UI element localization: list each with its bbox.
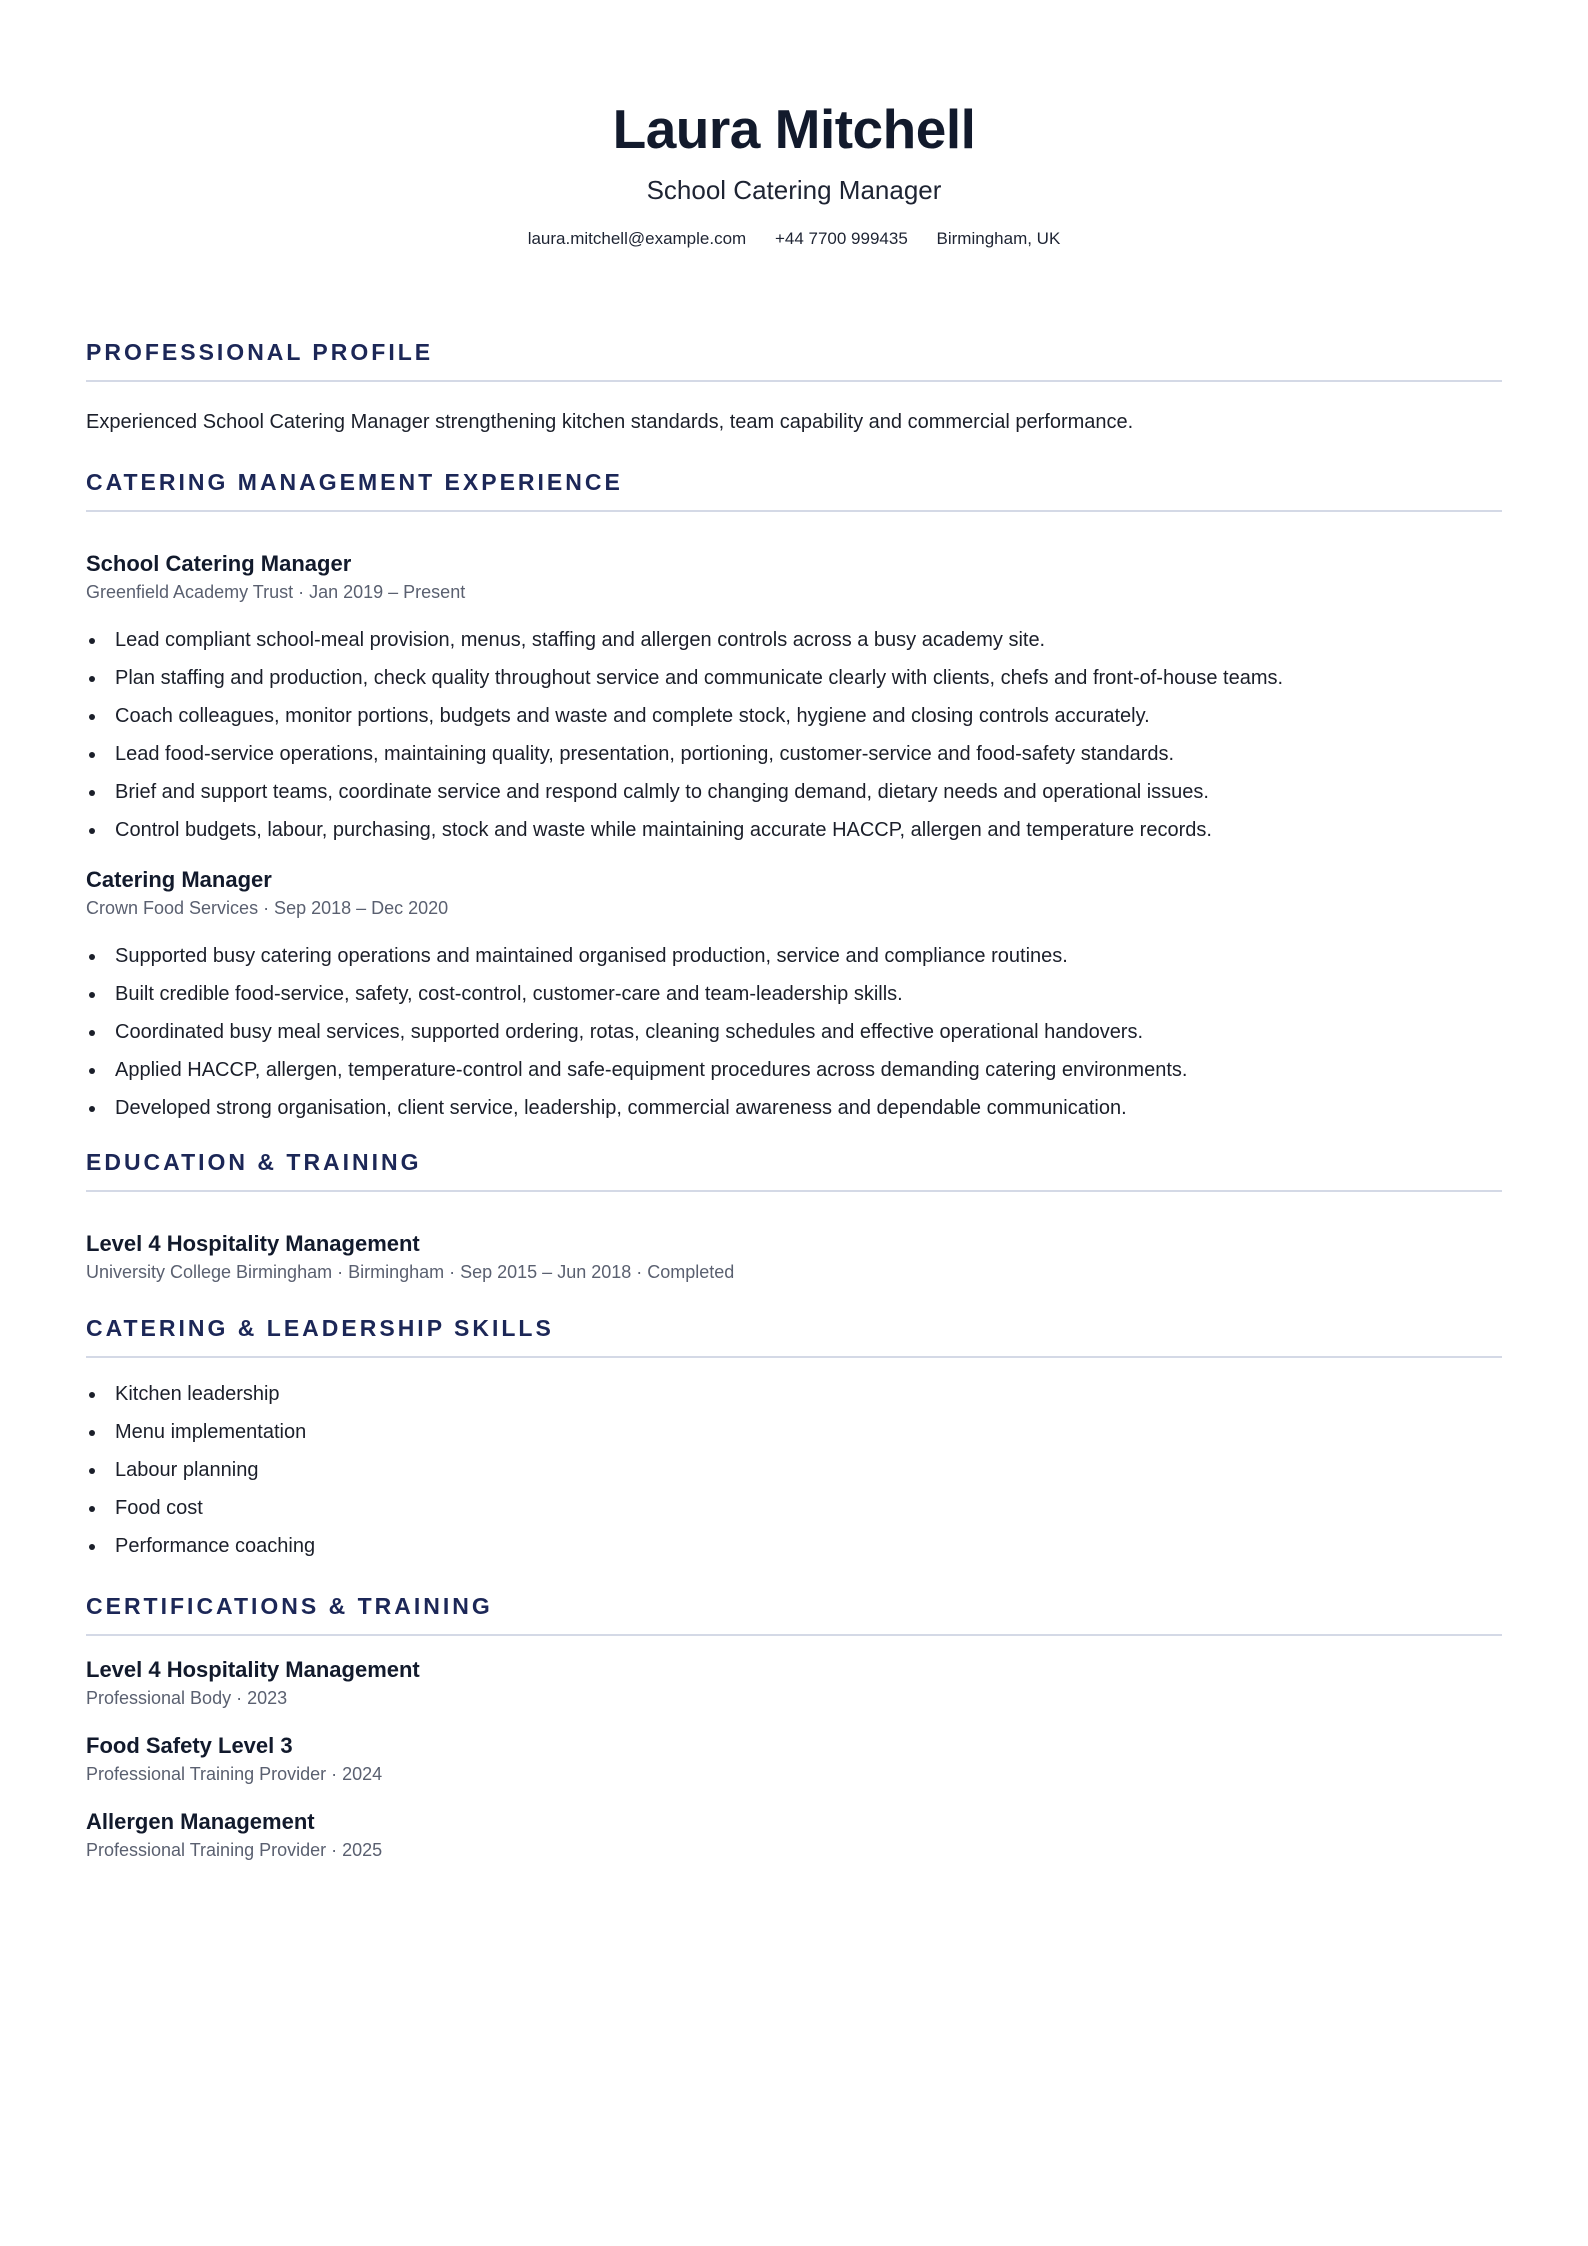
job-bullets — [86, 626, 1502, 844]
candidate-name: Laura Mitchell — [612, 98, 976, 160]
bullet-item: Lead food-service operations, maintaining quality, presentation, portioning, customer-service and food-safety standards. — [86, 740, 1502, 768]
job-meta: Crown Food Services · Sep 2018 – Dec 2020 — [86, 898, 449, 918]
job-title: Catering Manager — [86, 867, 272, 892]
bullet-item: Developed strong organisation, client service, leadership, commercial awareness and dependable communication. — [86, 1094, 1502, 1122]
skill-item: Performance coaching — [86, 1532, 1502, 1560]
contact-email[interactable]: laura.mitchell@example.com — [527, 229, 747, 248]
section-title-education: EDUCATION & TRAINING — [86, 1148, 1502, 1192]
certification-title: Level 4 Hospitality Management — [86, 1657, 420, 1682]
bullet-item: Plan staffing and production, check quality throughout service and communicate clearly with clients, chefs and front-of-house teams. — [86, 664, 1502, 692]
job-title: School Catering Manager — [86, 551, 352, 576]
bullet-item: Supported busy catering operations and maintained organised production, service and compliance routines. — [86, 942, 1502, 970]
skill-item: Kitchen leadership — [86, 1380, 1502, 1408]
job-entry — [86, 550, 1502, 844]
contact-phone[interactable]: +44 7700 999435 — [774, 229, 908, 248]
bullet-item: Coach colleagues, monitor portions, budgets and waste and complete stock, hygiene and closing controls accurately. — [86, 702, 1502, 730]
certification-meta: Professional Training Provider · 2025 — [86, 1840, 383, 1860]
section-title-certifications: CERTIFICATIONS & TRAINING — [86, 1592, 1502, 1636]
resume-header — [86, 0, 1502, 250]
education-entry — [86, 1230, 1502, 1284]
candidate-role: School Catering Manager — [646, 175, 942, 205]
contact-location: Birmingham, UK — [936, 229, 1061, 248]
job-entry — [86, 866, 1502, 1122]
bullet-item: Built credible food-service, safety, cost-control, customer-care and team-leadership skills. — [86, 980, 1502, 1008]
skills-section — [86, 1314, 1502, 1560]
profile-summary: Experienced School Catering Manager strengthening kitchen standards, team capability and commercial performance. — [86, 411, 1134, 433]
bullet-item: Brief and support teams, coordinate service and respond calmly to changing demand, dietary needs and operational issues. — [86, 778, 1502, 806]
section-title-profile: PROFESSIONAL PROFILE — [86, 338, 1502, 382]
education-meta: University College Birmingham · Birmingham · Sep 2015 – Jun 2018 · Completed — [86, 1262, 735, 1282]
skills-list — [86, 1380, 1502, 1560]
bullet-item: Coordinated busy meal services, supported ordering, rotas, cleaning schedules and effective operational handovers. — [86, 1018, 1502, 1046]
certification-entry — [86, 1808, 1502, 1862]
bullet-item: Applied HACCP, allergen, temperature-control and safe-equipment procedures across demanding catering environments. — [86, 1056, 1502, 1084]
bullet-item: Control budgets, labour, purchasing, stock and waste while maintaining accurate HACCP, allergen and temperature records. — [86, 816, 1502, 844]
job-bullets — [86, 942, 1502, 1122]
section-title-experience: CATERING MANAGEMENT EXPERIENCE — [86, 468, 1502, 512]
skill-item: Menu implementation — [86, 1418, 1502, 1446]
skill-item: Labour planning — [86, 1456, 1502, 1484]
experience-section — [86, 468, 1502, 1122]
bullet-item: Lead compliant school-meal provision, menus, staffing and allergen controls across a busy academy site. — [86, 626, 1502, 654]
certification-title: Food Safety Level 3 — [86, 1733, 293, 1758]
education-title: Level 4 Hospitality Management — [86, 1231, 420, 1256]
certifications-section — [86, 1592, 1502, 1862]
education-section — [86, 1148, 1502, 1284]
certification-title: Allergen Management — [86, 1809, 315, 1834]
certification-entry — [86, 1656, 1502, 1710]
certification-entry — [86, 1732, 1502, 1786]
profile-section — [86, 338, 1502, 436]
certification-meta: Professional Body · 2023 — [86, 1688, 288, 1708]
skill-item: Food cost — [86, 1494, 1502, 1522]
certification-meta: Professional Training Provider · 2024 — [86, 1764, 383, 1784]
section-title-skills: CATERING & LEADERSHIP SKILLS — [86, 1314, 1502, 1358]
contact-line — [86, 228, 1502, 250]
job-meta: Greenfield Academy Trust · Jan 2019 – Present — [86, 582, 466, 602]
